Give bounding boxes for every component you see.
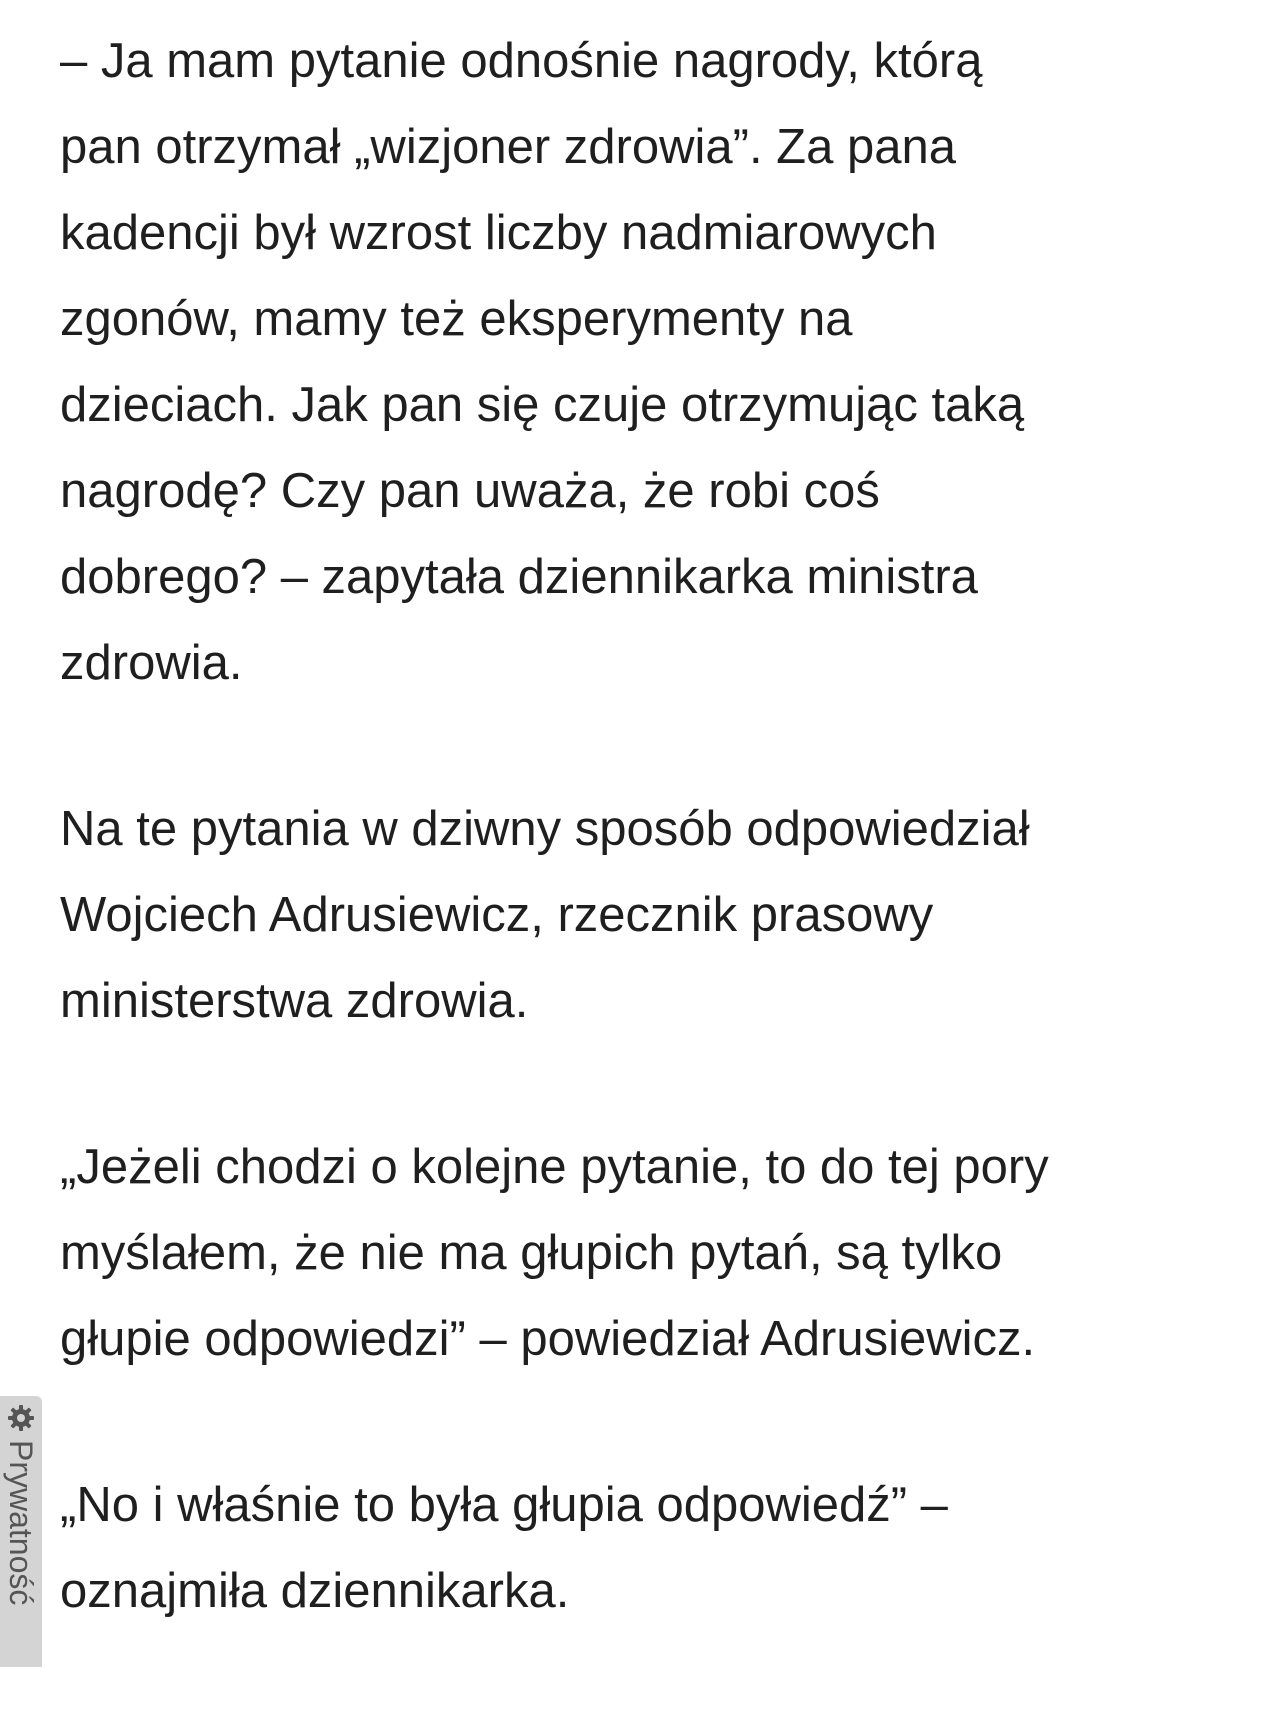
article-paragraph-question: – Ja mam pytanie odnośnie nagrody, którą pan otrzymał „wizjoner zdrowia”. Za pana kadencji był wzrost liczby nadmiarowych zgonów, mamy też eksperymenty na dzieciach. Jak pan się czuje otrzymując taką nagrodę? Czy pan uważa, że robi coś dobrego? – zapytała dziennikarka ministra zdrowia. [60,34,1025,690]
article-paragraph-quote: „Jeżeli chodzi o kolejne pytanie, to do tej pory myślałem, że nie ma głupich pytań, są tylko głupie odpowiedzi” – powiedział Adrusiewicz. [60,1140,1049,1366]
privacy-label: Prywatność [3,1440,39,1606]
privacy-settings-tab[interactable] [0,1396,42,1667]
gear-icon [7,1404,35,1432]
article-body [60,18,1240,1714]
article-paragraph-reply: „No i właśnie to była głupia odpowiedź” – oznajmiła dziennikarka. [60,1478,948,1618]
article-paragraph-response-intro: Na te pytania w dziwny sposób odpowiedział Wojciech Adrusiewicz, rzecznik prasowy ministerstwa zdrowia. [60,802,1030,1028]
